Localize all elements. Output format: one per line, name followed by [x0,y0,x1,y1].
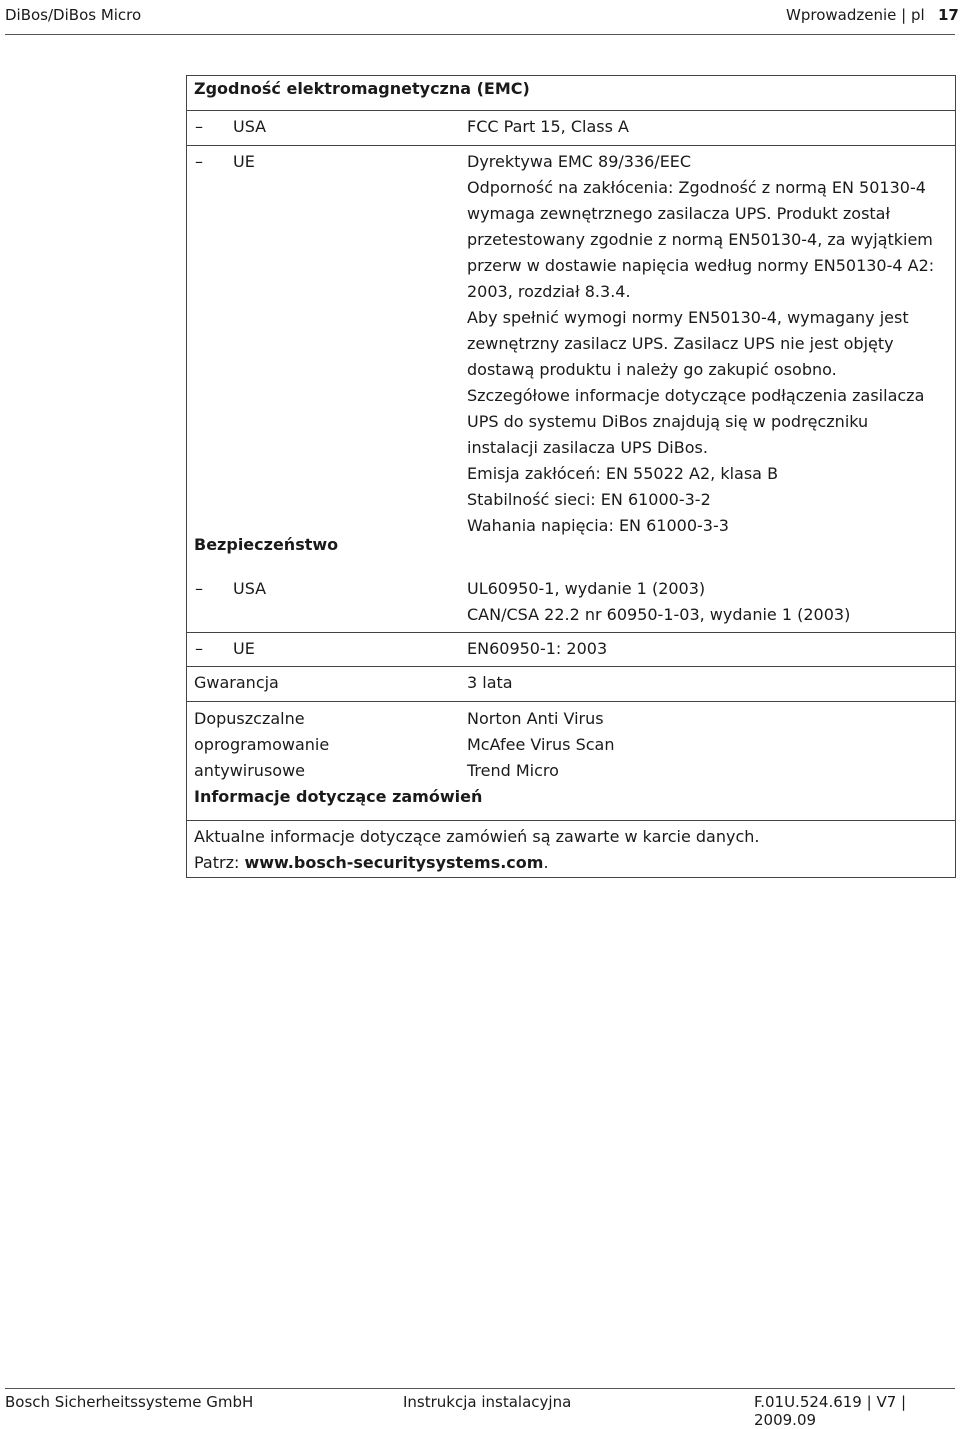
emc-ue-line: Szczegółowe informacje dotyczące podłączenia zasilacza [467,386,925,405]
antivirus-row [187,701,955,820]
emc-title: Zgodność elektromagnetyczna (EMC) [194,79,530,98]
emc-ue-line: Aby spełnić wymogi normy EN50130-4, wymagany jest [467,308,909,327]
antivirus-label-line: oprogramowanie [194,735,330,754]
footer-rule [5,1388,955,1389]
header-page-number: 17 [938,6,959,24]
antivirus-label [194,706,329,784]
antivirus-item: McAfee Virus Scan [467,735,615,754]
safety-ue-label: UE [233,639,255,658]
emc-section-header [187,76,955,110]
safety-usa-line: UL60950-1, wydanie 1 (2003) [467,579,706,598]
emc-ue-line: przetestowany zgodnie z normą EN50130-4, za wyjątkiem [467,230,933,249]
emc-ue-line: Wahania napięcia: EN 61000-3-3 [467,516,729,535]
emc-ue-line: Emisja zakłóceń: EN 55022 A2, klasa B [467,464,779,483]
safety-usa-details [467,576,850,628]
ordering-see-prefix: Patrz: [194,853,245,872]
safety-usa-row [187,572,955,632]
emc-ue-line: UPS do systemu DiBos znajdują się w podręczniku [467,412,869,431]
emc-ue-line: Dyrektywa EMC 89/336/EEC [467,152,692,171]
footer-doc-type: Instrukcja instalacyjna [403,1393,572,1411]
emc-ue-line: instalacji zasilacza UPS DiBos. [467,438,708,457]
emc-ue-row [187,145,955,572]
header-doc-title: DiBos/DiBos Micro [5,6,142,24]
warranty-row [187,666,955,701]
emc-ue-line: przerw w dostawie napięcia według normy EN50130-4 A2: [467,256,935,275]
ordering-row [187,820,955,877]
antivirus-label-line: Dopuszczalne [194,709,305,728]
ordering-see-suffix: . [543,853,549,872]
antivirus-list [467,706,614,784]
emc-usa-value: FCC Part 15, Class A [467,117,629,136]
header-section: Wprowadzenie | pl [786,6,925,24]
footer-doc-code: F.01U.524.619 | V7 | 2009.09 [754,1393,907,1429]
antivirus-item: Norton Anti Virus [467,709,604,728]
warranty-label: Gwarancja [194,673,279,692]
emc-ue-line: dostawą produktu i należy go zakupić osobno. [467,360,837,379]
safety-title: Bezpieczeństwo [194,535,339,554]
safety-usa-label: USA [233,579,267,598]
ordering-line: Aktualne informacje dotyczące zamówień są zawarte w karcie danych. [194,827,760,846]
safety-ue-row [187,632,955,666]
antivirus-item: Trend Micro [467,761,559,780]
ordering-see-line [194,850,759,876]
dash-bullet: – [195,639,203,658]
antivirus-label-line: antywirusowe [194,761,305,780]
emc-usa-label: USA [233,117,267,136]
emc-usa-row [187,110,955,145]
dash-bullet: – [195,152,203,171]
dash-bullet: – [195,117,203,136]
ordering-details [194,824,759,876]
bosch-website-link[interactable]: www.bosch-securitysystems.com [244,853,544,872]
emc-ue-line: wymaga zewnętrznego zasilacza UPS. Produkt został [467,204,891,223]
footer-company: Bosch Sicherheitssysteme GmbH [5,1393,254,1411]
header-rule [5,34,955,35]
safety-ue-value: EN60950-1: 2003 [467,639,608,658]
ordering-title: Informacje dotyczące zamówień [194,787,483,806]
emc-ue-line: Stabilność sieci: EN 61000-3-2 [467,490,711,509]
emc-ue-line: 2003, rozdział 8.3.4. [467,282,631,301]
spec-table [186,75,956,878]
emc-ue-line: Odporność na zakłócenia: Zgodność z normą EN 50130-4 [467,178,926,197]
emc-ue-line: zewnętrzny zasilacz UPS. Zasilacz UPS nie jest objęty [467,334,894,353]
dash-bullet: – [195,579,203,598]
emc-ue-label: UE [233,152,255,171]
warranty-value: 3 lata [467,673,513,692]
emc-ue-details [467,149,934,539]
safety-usa-line: CAN/CSA 22.2 nr 60950-1-03, wydanie 1 (2003) [467,605,851,624]
